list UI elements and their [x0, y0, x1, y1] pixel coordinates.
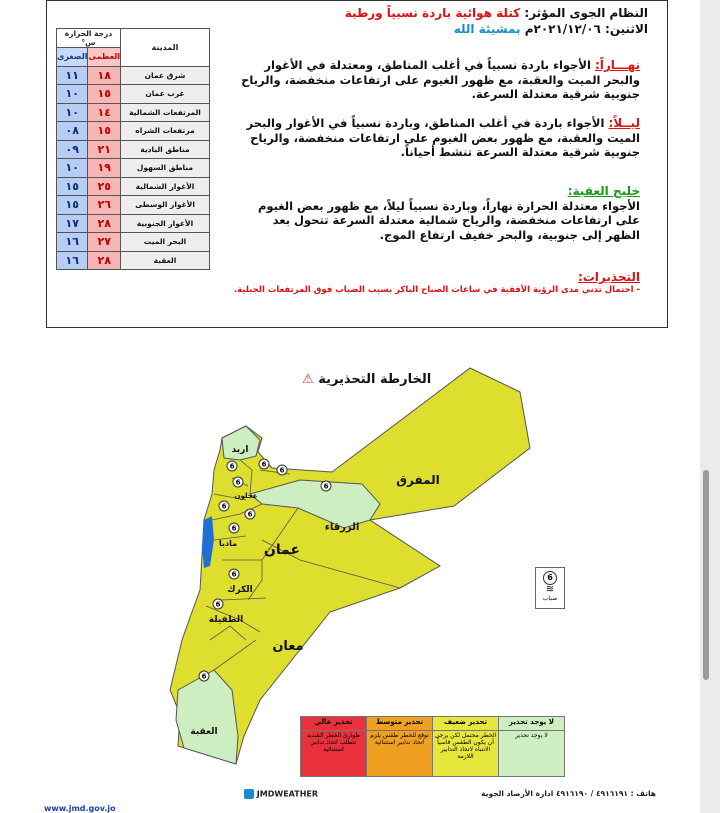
- legend-body: لا يوجد تحذير: [499, 731, 565, 777]
- system-value: كتلة هوائية باردة نسبياً ورطبة: [344, 6, 521, 20]
- temp-city-cell: مناطق السهول: [120, 159, 209, 178]
- greeting: بمشيئة الله: [453, 22, 521, 36]
- scrollbar-track[interactable]: [700, 0, 720, 813]
- legend-body: توقع للخطر طقس يلزم اتخاذ تدابير استثنائية: [367, 731, 433, 777]
- temp-max-cell: ٢٥: [88, 177, 121, 196]
- weather-logo-icon: [244, 789, 254, 799]
- legend-head: تحذير متوسط: [367, 717, 433, 731]
- marker-number: 6: [323, 482, 329, 491]
- temp-min-cell: ١٠: [57, 103, 88, 122]
- temp-city-cell: غرب عمان: [120, 85, 209, 104]
- label-amman: عمان: [263, 542, 301, 558]
- footer-url[interactable]: www.jmd.gov.jo: [44, 804, 116, 813]
- fog-icon: ≋: [545, 584, 555, 595]
- temp-max-cell: ٢٨: [88, 214, 121, 233]
- warnings-label: التحذيرات:: [577, 270, 640, 284]
- label-irbid: اربد: [231, 445, 249, 455]
- marker-number: 6: [279, 466, 285, 475]
- header-degree: درجة الحرارة س°: [57, 29, 121, 48]
- temp-max-cell: ٢٦: [88, 196, 121, 215]
- temp-city-cell: الأغوار الجنوبية: [120, 214, 209, 233]
- marker-number: 6: [201, 672, 207, 681]
- temp-min-cell: ١٥: [57, 177, 88, 196]
- footer-brand: [244, 789, 318, 799]
- temp-max-cell: ٢٧: [88, 233, 121, 252]
- legend-body: طوارئ الخطر الشديد تتطلب اتخاذ تدابير استثنائية: [301, 731, 367, 777]
- temp-min-cell: ١٠: [57, 159, 88, 178]
- header-min: الصغرى: [57, 48, 88, 67]
- temp-max-cell: ١٩: [88, 159, 121, 178]
- legend-head: تحذير عالي: [301, 717, 367, 731]
- marker-number: 6: [215, 600, 221, 609]
- temp-max-cell: ٢١: [88, 140, 121, 159]
- temp-min-cell: ١٥: [57, 196, 88, 215]
- marker-number: 6: [235, 478, 241, 487]
- warning-legend: [300, 716, 565, 777]
- system-label: النظام الجوى المؤثر:: [524, 6, 648, 20]
- temp-city-cell: مرتفعات الشراه: [120, 122, 209, 141]
- legend-head: تحذير ضعيف: [433, 717, 499, 731]
- gulf-label: خليج العقبة:: [567, 184, 640, 198]
- header-city: المدينة: [120, 29, 209, 67]
- label-ajloun: عجلون: [234, 492, 258, 500]
- label-mafraq: المفرق: [396, 473, 440, 487]
- warnings-text: - احتمال تدني مدى الرؤية الأفقية في ساعات الصباح الباكر بسبب الضباب فوق المرتفعات الجبلية.: [233, 285, 640, 295]
- warning-triangle-icon: ⚠: [302, 372, 319, 387]
- marker-number: 6: [261, 460, 267, 469]
- temp-max-cell: ١٤: [88, 103, 121, 122]
- temp-max-cell: ١٥: [88, 122, 121, 141]
- label-aqaba: العقبة: [190, 727, 218, 737]
- fog-circle-icon: 6: [543, 571, 557, 585]
- fog-legend-box: [535, 567, 565, 609]
- scrollbar-thumb[interactable]: [703, 470, 709, 680]
- temp-city-cell: مناطق البادية: [120, 140, 209, 159]
- label-karak: الكرك: [227, 585, 253, 595]
- temp-min-cell: ٠٩: [57, 140, 88, 159]
- temp-max-cell: ٢٨: [88, 251, 121, 270]
- label-madaba: مادبا: [218, 539, 238, 548]
- marker-number: 6: [247, 510, 253, 519]
- temp-min-cell: ١٧: [57, 214, 88, 233]
- temp-min-cell: ٠٨: [57, 122, 88, 141]
- temp-min-cell: ١١: [57, 66, 88, 85]
- temp-city-cell: شرق عمان: [120, 66, 209, 85]
- marker-number: 6: [231, 524, 237, 533]
- night-text: الأجواء باردة في أغلب المناطق، وباردة نسبياً في الأغوار والبحر الميت والعقبة، مع ظهور بعض الغيوم على ارتفاعات منخفضة، والرياح جنوبية شرقية معتدلة السرعة تنشط أحياناً.: [246, 116, 640, 160]
- temp-city-cell: المرتفعات الشمالية: [120, 103, 209, 122]
- label-maan: معان: [272, 639, 304, 654]
- fog-label: ضباب: [542, 595, 558, 602]
- legend-body: الخطر محتمل لكن يرجى أن يكون الطقس قاسياً الانتباه لاتخاذ التدابير اللازمة: [433, 731, 499, 777]
- temp-min-cell: ١٦: [57, 233, 88, 252]
- marker-number: 6: [231, 570, 237, 579]
- footer-phone: هاتف : ٤٩١٦١٩١ / ٤٩١٦١٩٠ ادارة الأرصاد الجوية: [481, 789, 656, 798]
- day-text: الأجواء باردة نسبياً في أغلب المناطق، ومعتدلة في الأغوار والبحر الميت والعقبة، مع ظهور الغيوم على ارتفاعات منخفضة، والرياح جنوبية شرقية معتدلة السرعة.: [241, 58, 640, 102]
- temp-max-cell: ١٥: [88, 85, 121, 104]
- day-label: نهـــاراً:: [594, 58, 640, 72]
- legend-head: لا يوجد تحذير: [499, 717, 565, 731]
- temp-city-cell: العقبة: [120, 251, 209, 270]
- footer-brand-text: JMDWEATHER: [256, 789, 319, 799]
- temp-min-cell: ١٦: [57, 251, 88, 270]
- gulf-text: الأجواء معتدلة الحرارة نهاراً، وباردة نسبياً ليلاً، مع ظهور بعض الغيوم على ارتفاعات منخفضة، والرياح شمالية معتدلة السرعة تتحول بعد الظهر إلى جنوبية، والبحر خفيف ارتفاع الموج.: [257, 199, 640, 242]
- temp-city-cell: الأغوار الشمالية: [120, 177, 209, 196]
- temp-city-cell: الأغوار الوسطى: [120, 196, 209, 215]
- temp-min-cell: ١٠: [57, 85, 88, 104]
- marker-number: 6: [221, 502, 227, 511]
- map-title-text: الخارطة التحذيرية: [318, 372, 432, 387]
- date-label: الاثنين: ٢٠٢١/١٢/٠٦م: [524, 22, 648, 36]
- night-label: ليــلاً:: [608, 116, 640, 130]
- label-zarqa: الزرقاء: [324, 522, 360, 533]
- marker-number: 6: [229, 462, 235, 471]
- temp-city-cell: البحر الميت: [120, 233, 209, 252]
- header-max: العظمى: [88, 48, 121, 67]
- temp-max-cell: ١٨: [88, 66, 121, 85]
- label-tafila: الطفيلة: [208, 615, 244, 625]
